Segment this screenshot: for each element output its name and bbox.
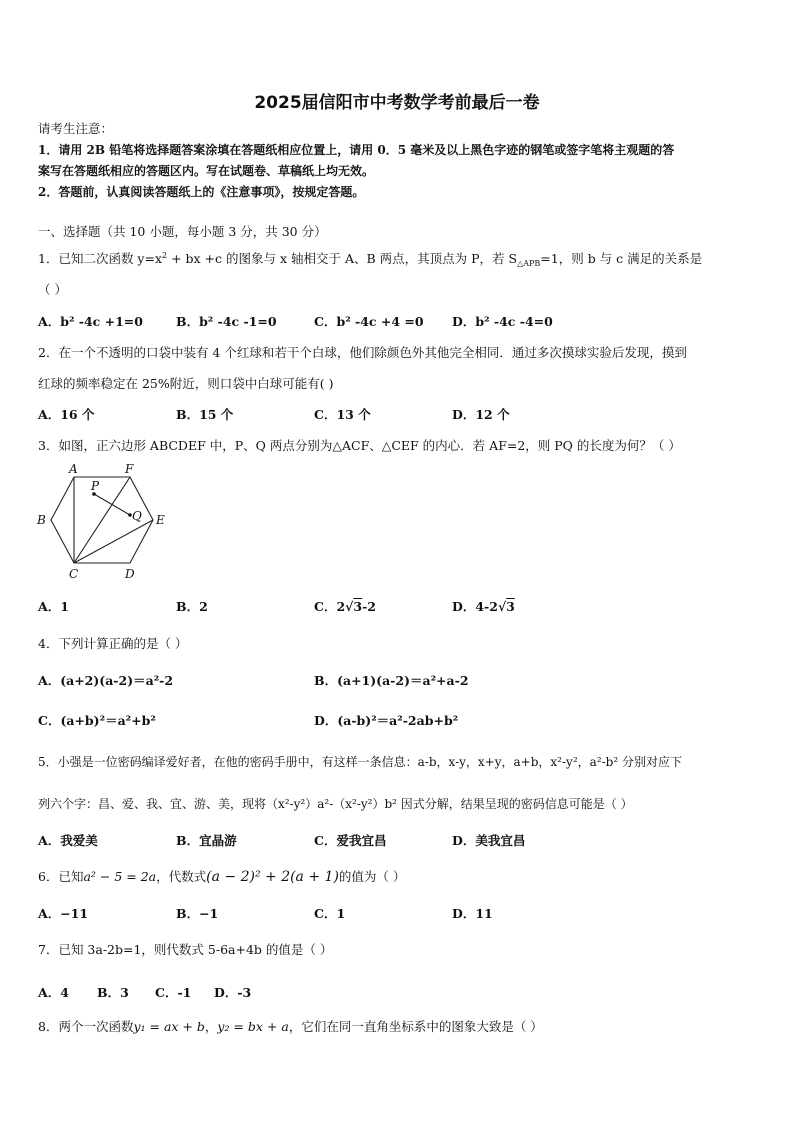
segment-pq <box>94 494 130 515</box>
q6-option-b: B．−1 <box>176 906 219 921</box>
q6-option-a: A．−11 <box>38 906 89 921</box>
sqrt-icon: √ <box>345 599 354 614</box>
question-2-line-2: 红球的频率稳定在 25%附近，则口袋中白球可能有( ) <box>38 376 334 391</box>
q4-option-a: A．(a+2)(a-2)＝a²-2 <box>38 673 174 688</box>
q4-option-b: B．(a+1)(a-2)＝a²+a-2 <box>314 673 469 688</box>
q6-option-d: D．11 <box>452 906 493 921</box>
question-7-stem: 7．已知 3a-2b=1，则代数式 5-6a+4b 的值是（ ） <box>38 942 333 957</box>
q2-option-c: C．13 个 <box>314 407 371 422</box>
label-a: A <box>69 462 78 476</box>
notice-line-1b: 案写在答题纸相应的答题区内。写在试题卷、草稿纸上均无效。 <box>38 164 375 178</box>
q5-option-a: A．我爱美 <box>38 833 98 848</box>
label-e: E <box>156 513 165 527</box>
q5-option-c: C．爱我宜昌 <box>314 833 387 848</box>
section-heading: 一、选择题（共 10 小题，每小题 3 分，共 30 分） <box>38 224 327 239</box>
label-b: B <box>37 513 46 527</box>
question-2-line-1: 2．在一个不透明的口袋中装有 4 个红球和若干个白球，他们除颜色外其他完全相同．通过多次摸球实验后发现，摸到 <box>38 345 687 360</box>
question-4-stem: 4．下列计算正确的是（ ） <box>38 636 188 651</box>
question-5-line-1: 5．小强是一位密码编译爱好者，在他的密码手册中，有这样一条信息：a-b，x-y，x+y，a+b，x²-y²，a²-b² 分别对应下 <box>38 755 682 769</box>
question-3-stem: 3．如图，正六边形 ABCDEF 中，P、Q 两点分别为△ACF、△CEF 的内心．若 AF=2，则 PQ 的长度为何？（ ） <box>38 438 681 453</box>
q7-option-b: B．3 <box>97 985 129 1000</box>
q7-option-a: A．4 <box>38 985 69 1000</box>
label-f: F <box>125 462 134 476</box>
question-8-stem: 8．两个一次函数y₁ = ax + b，y₂ = bx + a，它们在同一直角坐标系中的图象大致是（ ） <box>38 1019 543 1034</box>
q3-option-d: D．4-2√3 <box>452 599 515 614</box>
question-6-stem: 6．已知a² − 5 = 2a，代数式(a − 2)² + 2(a + 1)的值为（ ） <box>38 869 406 885</box>
page-title: 2025届信阳市中考数学考前最后一卷 <box>254 93 540 113</box>
q1-option-a: A．b² -4c +1=0 <box>38 314 143 329</box>
q7-option-c: C．-1 <box>155 985 192 1000</box>
q6-option-c: C．1 <box>314 906 346 921</box>
q2-option-a: A．16 个 <box>38 407 95 422</box>
q3-option-b: B．2 <box>176 599 208 614</box>
q2-option-d: D．12 个 <box>452 407 510 422</box>
q3-option-c: C．2√3-2 <box>314 599 376 614</box>
q2-option-b: B．15 个 <box>176 407 234 422</box>
label-q: Q <box>132 509 142 523</box>
question-5-line-2: 列六个字：昌、爱、我、宜、游、美，现将（x²-y²）a²-（x²-y²）b² 因式分解，结果呈现的密码信息可能是（ ） <box>38 797 633 811</box>
label-c: C <box>69 567 79 581</box>
question-1-stem: 1．已知二次函数 $y=x^2$ + bx +c 的图象与 x 轴相交于 A、B 两点，其顶点为 P，若 $S_{\triangle APB}=1$，则 b 与 c 满足的关系是 <box>38 251 703 268</box>
q5-option-b: B．宜晶游 <box>176 833 237 848</box>
segment-cf <box>74 477 130 563</box>
q7-option-d: D．-3 <box>214 985 252 1000</box>
notice-line-2: 2．答题前，认真阅读答题纸上的《注意事项》，按规定答题。 <box>38 185 365 199</box>
q1-option-d: D．b² -4c -4=0 <box>452 314 553 329</box>
q5-option-d: D．美我宜昌 <box>452 833 526 848</box>
sqrt-icon: √ <box>497 599 507 614</box>
q4-option-c: C．(a+b)²＝a²+b² <box>38 713 156 728</box>
hexagon-figure <box>32 460 172 584</box>
label-d: D <box>125 567 135 581</box>
label-p: P <box>91 479 100 493</box>
notice-heading: 请考生注意： <box>38 121 114 136</box>
question-1-paren: （ ） <box>38 282 67 297</box>
q1-option-b: B．b² -4c -1=0 <box>176 314 277 329</box>
q4-option-d: D．(a-b)²＝a²-2ab+b² <box>314 713 459 728</box>
notice-line-1a: 1．请用 2B 铅笔将选择题答案涂填在答题纸相应位置上，请用 0．5 毫米及以上黑色字迹的钢笔或签字笔将主观题的答 <box>38 143 675 157</box>
q3-option-a: A．1 <box>38 599 69 614</box>
q1-option-c: C．b² -4c +4 =0 <box>314 314 424 329</box>
